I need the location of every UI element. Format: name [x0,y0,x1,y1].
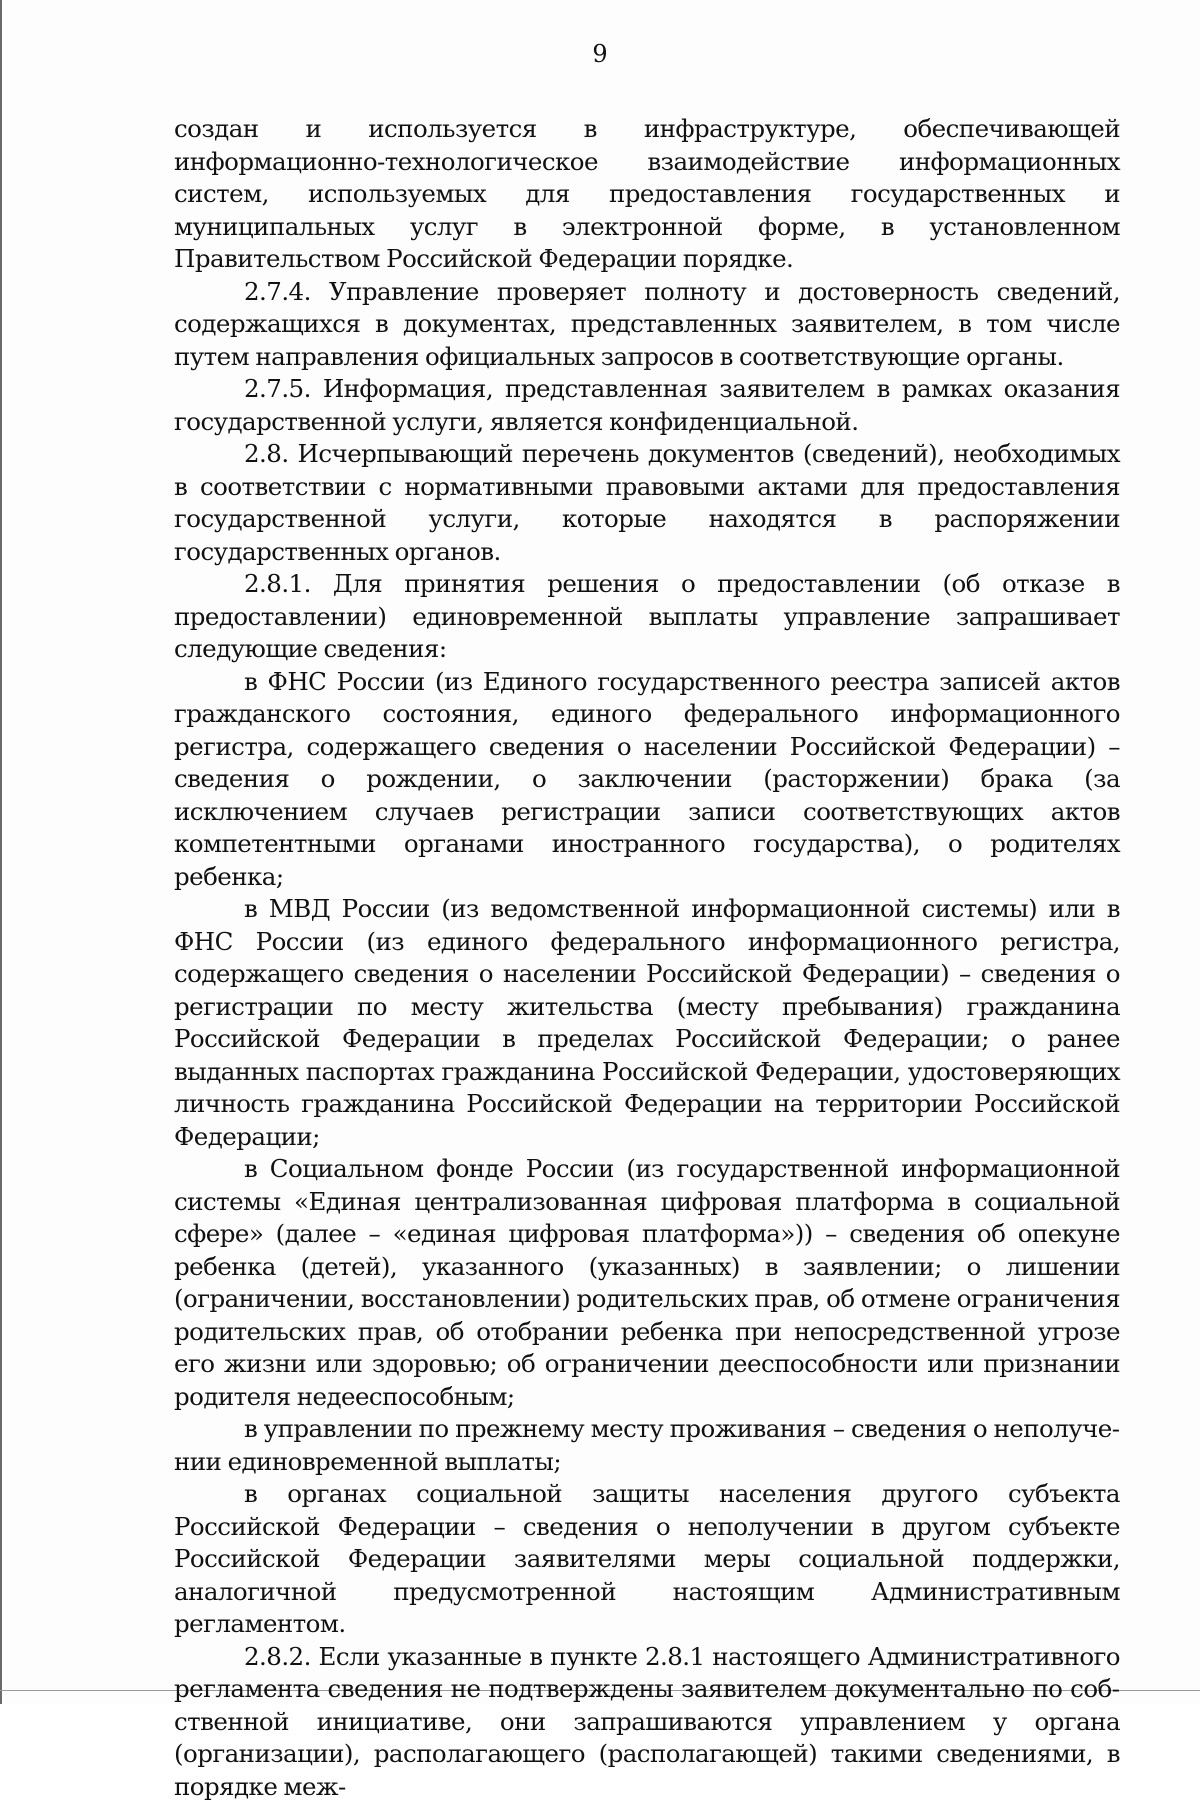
paragraph-2-7-5: 2.7.5. Информация, представленная заявителем в рамках оказания государственной услуги, является конфиденциальной. [174,373,1120,438]
paragraph-2-8: 2.8. Исчерпывающий перечень документов (сведений), необходимых в соответствии с нормативными правовыми актами для предоставления государственной услуги, которые находятся в распоряжении государственных органов. [174,438,1120,568]
paragraph-2-7-4: 2.7.4. Управление проверяет полноту и достоверность сведений, содержащихся в документах, представленных заявителем, в том числе путем направления официальных запросов в соответствующие органы. [174,276,1120,374]
page-number: 9 [0,40,1200,68]
scan-left-edge [0,0,2,1704]
paragraph-other-subject: в органах социальной защиты населения другого субъекта Российской Федерации – сведения о неполучении в другом субъекте Российской Федерации заявителями меры социальной поддержки, аналогичной предусмотренной настоящим Административным регламентом. [174,1478,1120,1641]
paragraph-fns-russia: в ФНС России (из Единого государственного реестра записей актов гражданского состояния, единого федерального информационного регистра, содержащего сведения о населении Российской Федерации) – сведения о рождении, о заключении (расторжении) брака (за исключением случаев регистрации записи соответствующих актов компетентными органами иностранного государства), о родителях ребенка; [174,666,1120,894]
paragraph-previous-residence: в управлении по прежнему месту проживания – сведения о неполучении единовременной выплаты; [174,1413,1120,1478]
paragraph-social-fund: в Социальном фонде России (из государственной информационной системы «Единая централизованная цифровая платформа в социальной сфере» (далее – «единая цифровая платформа»)) – сведения об опекуне ребенка (детей), указанного (указанных) в заявлении; о лишении (ограничении, восстановлении) родительских прав, об отмене ограничения родительских прав, об отобрании ребенка при непосредственной угрозе его жизни или здоровью; об ограничении дееспособности или признании родителя недееспособным; [174,1153,1120,1413]
paragraph-2-8-2: 2.8.2. Если указанные в пункте 2.8.1 настоящего Административного регламента сведения не подтверждены заявителем документально по собственной инициативе, они запрашиваются управлением у органа (организации), располагающего (располагающей) такими сведениями, в порядке меж- [174,1641,1120,1803]
paragraph-mvd-russia: в МВД России (из ведомственной информационной системы) или в ФНС России (из единого федерального информационного регистра, содержащего сведения о населении Российской Федерации) – сведения о регистрации по месту жительства (месту пребывания) гражданина Российской Федерации в пределах Российской Федерации; о ранее выданных паспортах гражданина Российской Федерации, удостоверяющих личность гражданина Российской Федерации на территории Российской Федерации; [174,893,1120,1153]
paragraph-continuation: создан и используется в инфраструктуре, обеспечивающей информационно-технологическое взаимодействие информационных систем, используемых для предоставления государственных и муниципальных услуг в электронной форме, в установленном Правительством Российской Федерации порядке. [174,113,1120,276]
document-body [174,113,1120,1803]
paragraph-2-8-1: 2.8.1. Для принятия решения о предоставлении (об отказе в предоставлении) единовременной выплаты управление запрашивает следующие сведения: [174,568,1120,666]
